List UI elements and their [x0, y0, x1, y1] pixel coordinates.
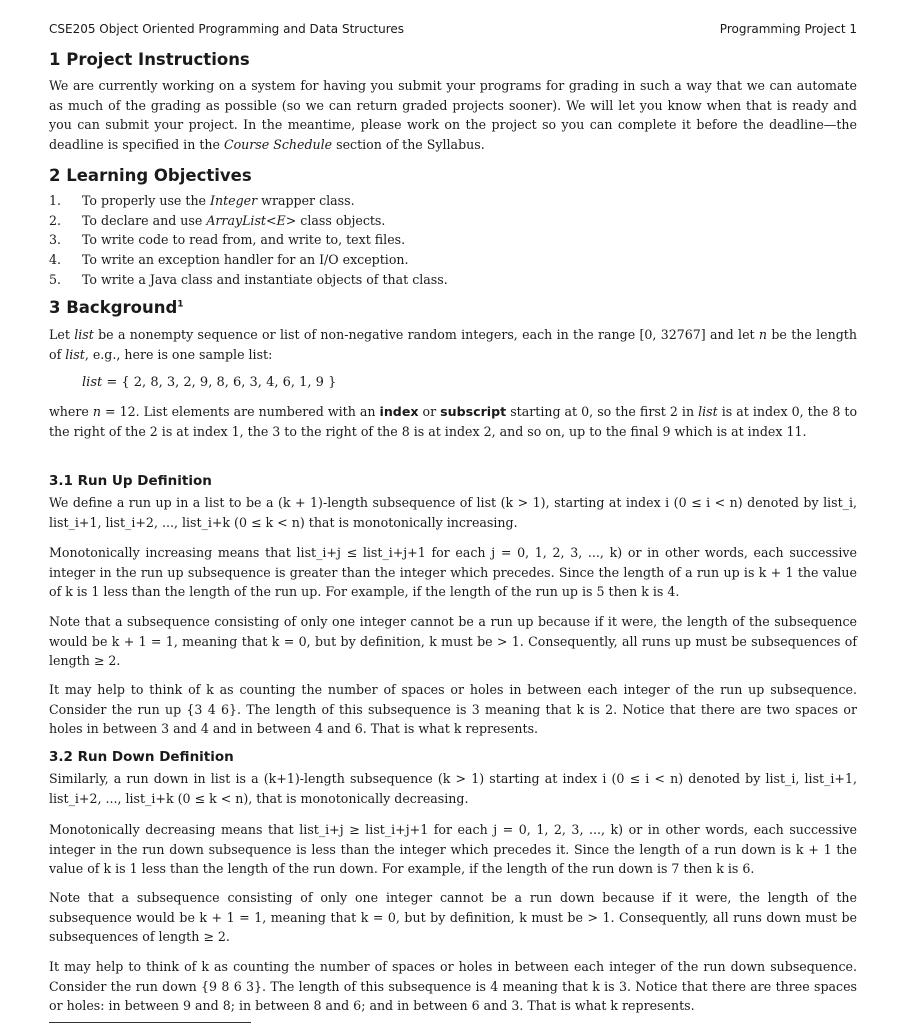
list-item: 4. To write an exception handler for an I/O exception. [49, 252, 409, 268]
run-down-paragraph-2: Monotonically decreasing means that list_i+j ≥ list_i+j+1 for each j = 0, 1, 2, 3, ..., k) or in other words, each successive integer in the run down subsequence is less than the integer which precedes it. Since the length of a run down is k + 1 the value of k is 1 less than the length of the run down. For example, if the length of the run down is 7 then k is 6. [49, 822, 857, 877]
list-item: 3. To write code to read from, and write to, text files. [49, 232, 406, 248]
list-item: 1. To properly use the Integer wrapper class. [49, 193, 355, 208]
subsection-heading-run-down: 3.2 Run Down Definition [49, 749, 234, 765]
sample-list-formula: list = { 2, 8, 3, 2, 9, 8, 6, 3, 4, 6, 1, 9 } [82, 375, 337, 390]
section-heading-objectives: 2 Learning Objectives [49, 166, 252, 185]
instructions-paragraph: We are currently working on a system for having you submit your programs for grading in such a way that we can automate as much of the grading as possible (so we can return graded projects sooner). We will let you know when that is ready and you can submit your project. In the meantime, please work on the project so you can complete it before the deadline—the deadline is specified in the Course Schedule section of the Syllabus. [49, 78, 857, 152]
background-paragraph-1: Let list be a nonempty sequence or list of non-negative random integers, each in the range [0, 32767] and let n be the length of list, e.g., here is one sample list: [49, 327, 857, 362]
run-up-paragraph-4: It may help to think of k as counting the number of spaces or holes in between each integer of the run up subsequence. Consider the run up {3 4 6}. The length of this subsequence is 3 meaning that k is 2. Notice that there are two spaces or holes in between 3 and 4 and in between 4 and 6. That is what k represents. [49, 682, 857, 737]
subsection-heading-run-up: 3.1 Run Up Definition [49, 473, 212, 489]
list-item: 2. To declare and use ArrayList<E> class objects. [49, 212, 386, 228]
page-header [49, 22, 857, 40]
run-up-paragraph-1: We define a run up in a list to be a (k + 1)-length subsequence of list (k > 1), starting at index i (0 ≤ i < n) denoted by list_i, list_i+1, list_i+2, ..., list_i+k (0 ≤ k < n) that is monotonically increasing. [49, 495, 857, 530]
run-up-paragraph-3: Note that a subsequence consisting of only one integer cannot be a run up because if it were, the length of the subsequence would be k + 1 = 1, meaning that k = 0, but by definition, k must be > 1. Consequently, all runs up must be subsequences of length ≥ 2. [49, 614, 857, 669]
objectives-list [49, 191, 448, 290]
course-title: CSE205 Object Oriented Programming and Data Structures [49, 22, 405, 36]
run-down-paragraph-4: It may help to think of k as counting the number of spaces or holes in between each integer of the run down subsequence. Consider the run down {9 8 6 3}. The length of this subsequence is 4 meaning that k is 3. Notice that there are three spaces or holes: in between 9 and 8; in between 8 and 6; and in between 6 and 3. That is what k represents. [49, 959, 857, 1014]
footnote-mark: 1 [177, 299, 184, 310]
section-heading-background: 3 Background$^1$ [49, 298, 184, 317]
run-down-paragraph-1: Similarly, a run down in list is a (k+1)-length subsequence (k > 1) starting at index i (0 ≤ i < n) denoted by list_i, list_i+1, list_i+2, ..., list_i+k (0 ≤ k < n), that is monotonically decreasing. [49, 771, 857, 806]
list-item: 5. To write a Java class and instantiate objects of that class. [49, 271, 448, 287]
run-down-paragraph-3: Note that a subsequence consisting of only one integer cannot be a run down because if it were, the length of the subsequence would be k + 1 = 1, meaning that k = 0, but by definition, k must be > 1. Consequently, all runs down must be subsequences of length ≥ 2. [49, 890, 857, 945]
project-title: Programming Project 1 [719, 22, 857, 36]
footnote-rule [49, 1022, 251, 1023]
section-heading-instructions: 1 Project Instructions [49, 50, 250, 69]
background-paragraph-2: where n = 12. List elements are numbered with an index or subscript starting at 0, so the first 2 in list is at index 0, the 8 to the right of the 2 is at index 1, the 3 to the right of the 8 is at index 2, and so on, up to the final 9 which is at index 11. [49, 404, 858, 439]
run-up-paragraph-2: Monotonically increasing means that list_i+j ≤ list_i+j+1 for each j = 0, 1, 2, 3, ..., k) or in other words, each successive integer in the run up subsequence is greater than the integer which precedes. Since the length of a run up is k + 1 the value of k is 1 less than the length of the run up. For example, if the length of the run up is 5 then k is 4. [49, 545, 857, 600]
